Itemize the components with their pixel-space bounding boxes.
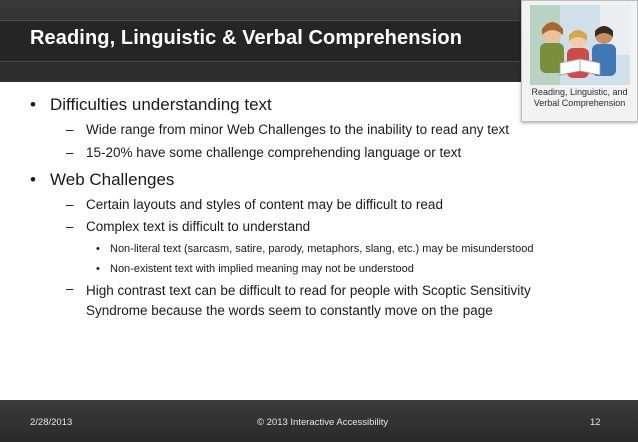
bullet-text: Non-literal text (sarcasm, satire, parody, metaphors, slang, etc.) may be misunderstood — [110, 243, 534, 255]
slide-title: Reading, Linguistic & Verbal Comprehension — [30, 27, 463, 49]
bullet-text: Wide range from minor Web Challenges to the inability to read any text — [86, 122, 509, 137]
footer-page-number: 12 — [590, 417, 601, 428]
bullet-text: Difficulties understanding text — [50, 95, 272, 114]
children-reading-photo — [530, 5, 630, 85]
bullet-text: Non-existent text with implied meaning may not be understood — [110, 263, 414, 275]
footer-copyright: © 2013 Interactive Accessibility — [257, 417, 389, 428]
photo-card — [521, 0, 638, 122]
bullet-marker: – — [66, 197, 74, 212]
bullet-marker: • — [30, 95, 36, 114]
photo-caption-line-1: Reading, Linguistic, and — [531, 87, 628, 97]
photo-caption-line-2: Verbal Comprehension — [533, 98, 626, 108]
bullet-text: High contrast text can be difficult to read for people with Scoptic Sensitivity Syndrome because the words seem to constantly move on the page — [86, 283, 531, 318]
photo-caption — [526, 87, 633, 109]
bullet-text: Complex text is difficult to understand — [86, 219, 311, 234]
bullet-marker: – — [66, 145, 74, 160]
bullet-text: Web Challenges — [50, 170, 175, 189]
bullet-marker: – — [66, 281, 74, 296]
bullet-marker: • — [96, 243, 100, 255]
bullet-text: Certain layouts and styles of content may be difficult to read — [86, 197, 443, 212]
bullet-marker: • — [30, 170, 36, 189]
footer-date: 2/28/2013 — [30, 417, 73, 428]
bullet-marker: – — [66, 219, 74, 234]
photo-of-children-reading-icon — [530, 5, 630, 85]
bullet-text: 15-20% have some challenge comprehending language or text — [86, 145, 462, 160]
bullet-marker: • — [96, 263, 100, 275]
slide-footer — [0, 400, 638, 442]
bullet-marker: – — [66, 122, 74, 137]
